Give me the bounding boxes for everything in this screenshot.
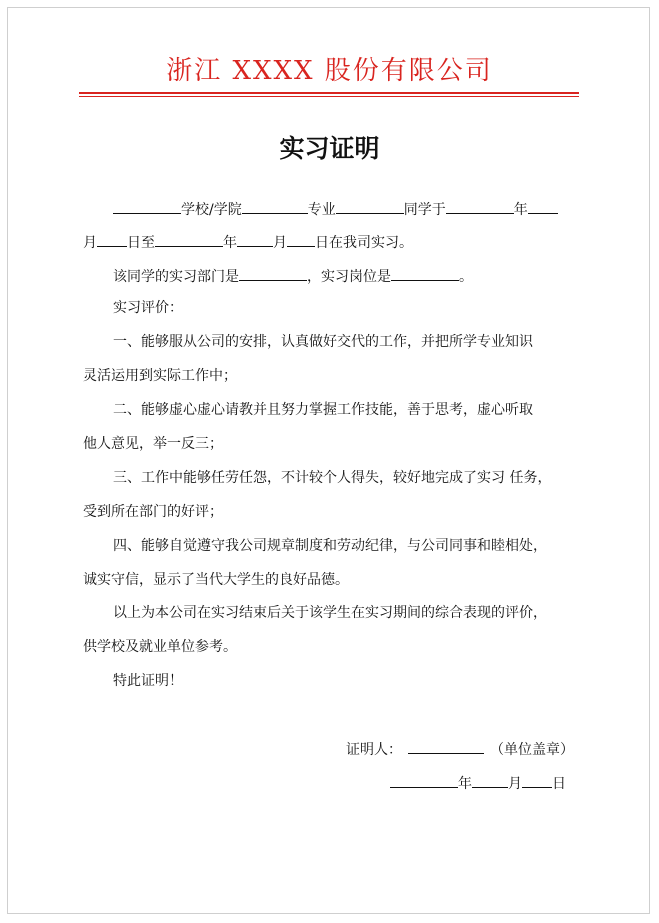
intro-student-from: 同学于 [403, 202, 446, 218]
intro-school: 学校/学院 [181, 202, 242, 218]
intro-year: 年 [513, 202, 528, 218]
school-blank [113, 198, 181, 214]
dept-lead: 该同学的实习部门是 [113, 269, 239, 285]
student-blank [336, 198, 404, 214]
major-blank [242, 198, 308, 214]
intro-month2: 月 [273, 235, 287, 251]
sign-month-blank [472, 772, 508, 788]
eval-item-4-line-2: 诚实守信，显示了当代大学生的良好品德。 [83, 572, 349, 588]
intro-line-2 [83, 231, 593, 253]
header-rule-thick [79, 92, 579, 94]
intro-year2: 年 [223, 235, 237, 251]
eval-item-2-line-1: 二、能够虚心虚心请教并且努力掌握工作技能，善于思考，虚心听取 [113, 402, 533, 418]
eval-item-3-line-2: 受到所在部门的好评； [83, 504, 223, 520]
sign-month: 月 [508, 776, 522, 792]
dept-post: ，实习岗位是 [307, 269, 391, 285]
company-name: 浙江 XXXX 股份有限公司 [166, 56, 493, 86]
eval-item-2-line-2: 他人意见，举一反三； [83, 436, 223, 452]
sign-year-blank [390, 772, 458, 788]
document-title: 实习证明 [279, 134, 380, 163]
end-year-blank [155, 231, 223, 247]
dept-blank [239, 265, 307, 281]
intro-day-to: 日至 [127, 235, 155, 251]
eval-item-1-line-2: 灵活运用到实际工作中； [83, 368, 237, 384]
sign-day: 日 [552, 776, 566, 792]
start-day-blank [97, 231, 127, 247]
closing-text: 特此证明！ [113, 673, 183, 689]
end-month-blank [237, 231, 273, 247]
start-month-blank-a [528, 198, 558, 214]
start-year-blank [446, 198, 514, 214]
intro-major: 专业 [307, 202, 336, 218]
header-rule-thin [79, 96, 579, 97]
intro-tail: 日在我司实习。 [315, 235, 413, 251]
intro-line-1 [113, 198, 593, 220]
seal-label: （单位盖章） [490, 742, 574, 758]
dept-end: 。 [459, 269, 473, 285]
certifier-label: 证明人： [346, 742, 402, 758]
eval-item-3-line-1: 三、工作中能够任劳任怨，不计较个人得失，较好地完成了实习 任务， [113, 470, 552, 486]
certifier-blank [408, 738, 484, 754]
signature-date-row [390, 772, 566, 794]
dept-line [113, 265, 593, 287]
eval-heading: 实习评价： [113, 300, 183, 316]
eval-item-4-line-1: 四、能够自觉遵守我公司规章制度和劳动纪律，与公司同事和睦相处， [113, 538, 547, 554]
end-day-blank [287, 231, 315, 247]
summary-line-1: 以上为本公司在实习结束后关于该学生在实习期间的综合表现的评价， [113, 605, 547, 621]
signature-certifier-row [346, 738, 574, 760]
summary-line-2: 供学校及就业单位参考。 [83, 639, 237, 655]
post-blank [391, 265, 459, 281]
intro-month: 月 [83, 235, 97, 251]
sign-day-blank [522, 772, 552, 788]
sign-year: 年 [458, 776, 472, 792]
eval-item-1-line-1: 一、能够服从公司的安排，认真做好交代的工作，并把所学专业知识 [113, 334, 533, 350]
